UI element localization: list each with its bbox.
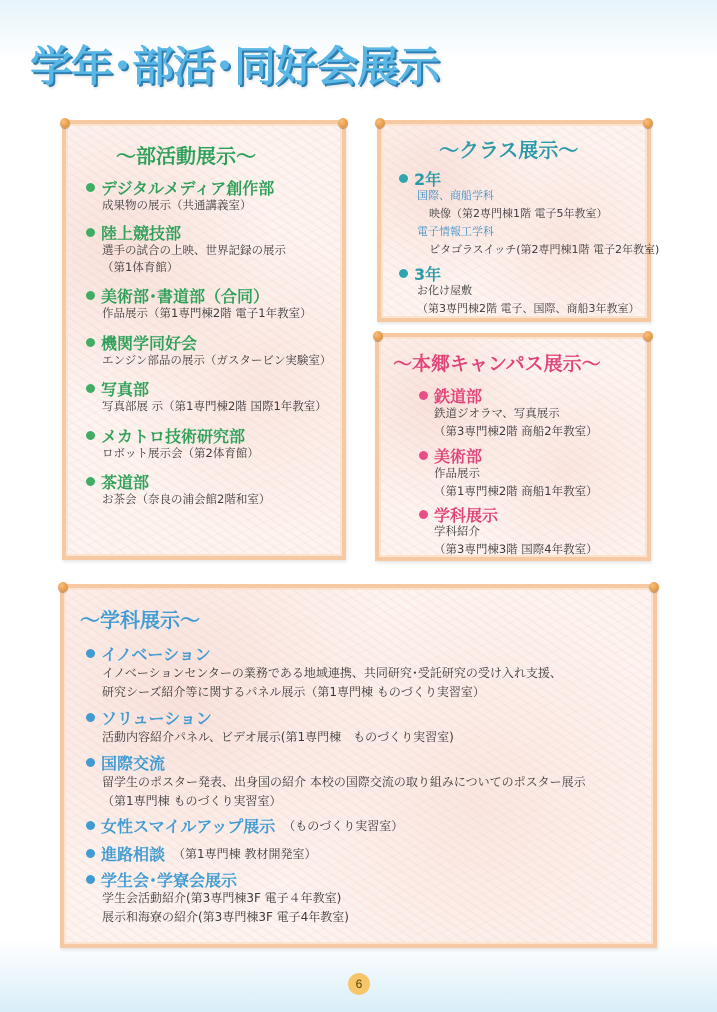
dept-item bbox=[86, 868, 237, 891]
hongo-desc: （第3専門棟2階 商船2年教室） bbox=[434, 424, 598, 438]
club-item bbox=[86, 284, 269, 307]
bullet-icon bbox=[86, 849, 95, 858]
pin-icon bbox=[373, 331, 383, 341]
department-name: 電子情報工学科 bbox=[417, 225, 494, 238]
department-name: 国際、商船学科 bbox=[417, 189, 494, 202]
club-exhibit-panel bbox=[62, 120, 346, 560]
bullet-icon bbox=[419, 510, 428, 519]
club-name: 陸上競技部 bbox=[101, 224, 182, 243]
hongo-desc: （第3専門棟3階 国際4年教室） bbox=[434, 542, 598, 556]
dept-item-name: イノベーション bbox=[101, 645, 211, 664]
club-item bbox=[86, 470, 149, 493]
dept-item bbox=[86, 751, 165, 774]
club-desc: ロボット展示会（第2体育館） bbox=[102, 446, 259, 460]
club-item bbox=[86, 221, 181, 244]
club-name: 美術部･書道部（合同） bbox=[101, 287, 270, 306]
page-number: 6 bbox=[348, 973, 370, 995]
club-name: 機関学同好会 bbox=[101, 334, 198, 353]
pin-icon bbox=[649, 582, 659, 592]
class-desc: ピタゴラスイッチ(第2専門棟1階 電子2年教室) bbox=[429, 243, 660, 256]
bullet-icon bbox=[86, 228, 95, 237]
club-desc: （第1体育館） bbox=[102, 260, 179, 274]
dept-item-name: 女性スマイルアップ展示 bbox=[101, 817, 276, 836]
page-title: 学年･部活･同好会展示 bbox=[30, 42, 440, 91]
dept-desc: イノベーションセンターの業務である地域連携、共同研究･受託研究の受け入れ支援、 bbox=[102, 666, 562, 680]
class-panel-title: ～クラス展示～ bbox=[439, 138, 579, 162]
bullet-icon bbox=[86, 875, 95, 884]
pin-icon bbox=[58, 582, 68, 592]
club-item bbox=[86, 424, 245, 447]
department-exhibit-panel bbox=[60, 584, 657, 948]
bullet-icon bbox=[86, 477, 95, 486]
bullet-icon bbox=[86, 291, 95, 300]
club-panel-title: ～部活動展示～ bbox=[116, 144, 256, 168]
club-name: メカトロ技術研究部 bbox=[101, 427, 246, 446]
dept-desc: 留学生のポスター発表、出身国の紹介 本校の国際交流の取り組みについてのポスター展示 bbox=[102, 775, 586, 789]
bullet-icon bbox=[86, 713, 95, 722]
hongo-desc: 作品展示 bbox=[434, 466, 480, 480]
dept-item-name: ソリューション bbox=[101, 709, 212, 728]
hongo-item bbox=[419, 444, 482, 467]
class-desc: お化け屋敷 bbox=[417, 284, 472, 297]
hongo-campus-panel bbox=[375, 333, 651, 561]
hongo-desc: 鉄道ジオラマ、写真展示 bbox=[434, 406, 560, 420]
dept-desc: 活動内容紹介パネル、ビデオ展示(第1専門棟 ものづくり実習室) bbox=[102, 730, 454, 744]
club-desc: 作品展示（第1専門棟2階 電子1年教室） bbox=[102, 306, 312, 320]
class-exhibit-panel bbox=[377, 120, 660, 322]
hongo-desc: （第1専門棟2階 商船1年教室） bbox=[434, 484, 598, 498]
bullet-icon bbox=[86, 649, 95, 658]
dept-item-name: 国際交流 bbox=[101, 754, 166, 773]
club-item bbox=[86, 377, 149, 400]
bullet-icon bbox=[86, 431, 95, 440]
dept-item bbox=[86, 842, 316, 865]
bullet-icon bbox=[399, 269, 408, 278]
bullet-icon bbox=[419, 391, 428, 400]
pin-icon bbox=[60, 118, 70, 128]
hongo-panel-title: ～本郷キャンパス展示～ bbox=[393, 353, 601, 375]
bullet-icon bbox=[86, 338, 95, 347]
club-desc: 選手の試合の上映、世界記録の展示 bbox=[102, 243, 286, 257]
grade-label: 3年 bbox=[414, 265, 442, 284]
club-name: デジタルメディア創作部 bbox=[101, 179, 275, 198]
dept-item-location: （第1専門棟 教材開発室） bbox=[173, 847, 317, 861]
club-desc: 写真部展 示（第1専門棟2階 国際1年教室） bbox=[102, 399, 327, 413]
club-desc: 成果物の展示（共通講義室） bbox=[102, 198, 252, 212]
pin-icon bbox=[375, 118, 385, 128]
dept-desc: 研究シーズ紹介等に関するパネル展示（第1専門棟 ものづくり実習室） bbox=[102, 685, 485, 699]
club-desc: エンジン部品の展示（ガスタービン実験室） bbox=[102, 353, 332, 367]
grade-label: 2年 bbox=[414, 170, 442, 189]
dept-desc: （第1専門棟 ものづくり実習室） bbox=[102, 794, 282, 808]
pin-icon bbox=[643, 118, 653, 128]
club-item bbox=[86, 331, 197, 354]
dept-item bbox=[86, 706, 212, 729]
club-desc: お茶会（奈良の浦会館2階和室） bbox=[102, 492, 271, 506]
hongo-item-name: 鉄道部 bbox=[434, 387, 483, 406]
club-name: 茶道部 bbox=[101, 473, 150, 492]
class-desc: （第3専門棟2階 電子、国際、商船3年教室） bbox=[417, 302, 640, 315]
dept-item-name: 進路相談 bbox=[101, 845, 166, 864]
dept-item bbox=[86, 814, 403, 837]
hongo-item bbox=[419, 384, 482, 407]
hongo-item-name: 美術部 bbox=[434, 447, 483, 466]
hongo-item-name: 学科展示 bbox=[434, 506, 499, 525]
pin-icon bbox=[338, 118, 348, 128]
dept-desc: 展示和海寮の紹介(第3専門棟3F 電子4年教室) bbox=[102, 910, 349, 924]
bullet-icon bbox=[399, 174, 408, 183]
dept-item bbox=[86, 642, 211, 665]
dept-panel-title: ～学科展示～ bbox=[80, 608, 200, 632]
pin-icon bbox=[643, 331, 653, 341]
bullet-icon bbox=[86, 183, 95, 192]
hongo-desc: 学科紹介 bbox=[434, 524, 480, 538]
bullet-icon bbox=[86, 821, 95, 830]
club-item bbox=[86, 176, 274, 199]
bullet-icon bbox=[86, 384, 95, 393]
dept-item-location: （ものづくり実習室） bbox=[283, 819, 404, 833]
bullet-icon bbox=[419, 451, 428, 460]
dept-desc: 学生会活動紹介(第3専門棟3F 電子４年教室) bbox=[102, 891, 342, 905]
bullet-icon bbox=[86, 758, 95, 767]
class-desc: 映像（第2専門棟1階 電子5年教室） bbox=[429, 207, 608, 220]
club-name: 写真部 bbox=[101, 380, 150, 399]
dept-item-name: 学生会･学寮会展示 bbox=[101, 871, 238, 890]
